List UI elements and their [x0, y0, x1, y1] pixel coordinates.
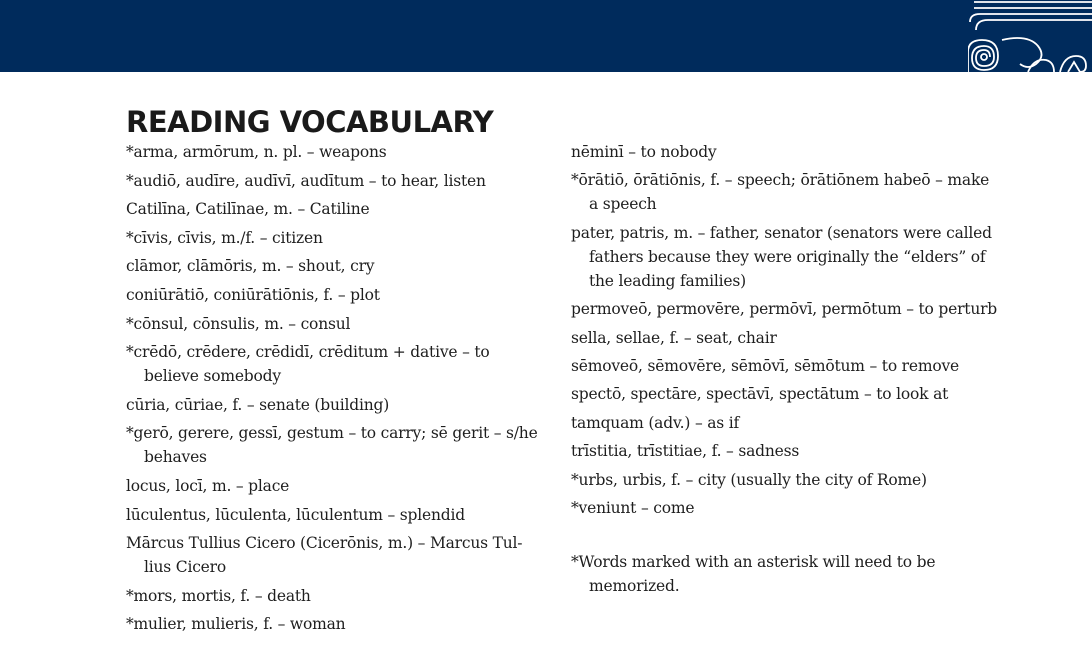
vocab-entry: sēmoveō, sēmovēre, sēmōvī, sēmōtum – to remove [571, 356, 960, 375]
vocab-entry: *cōnsul, cōnsulis, m. – consul [126, 314, 351, 333]
vocab-entry: *mulier, mulieris, f. – woman [126, 615, 346, 634]
vocab-entry: spectō, spectāre, spectāvī, spectātum – to look at [571, 385, 949, 404]
vocab-entry: clāmor, clāmōris, m. – shout, cry [126, 257, 375, 276]
vocab-entry: *crēdō, crēdere, crēdidī, crēditum + dative – to believe somebody [126, 343, 490, 386]
footnote: *Words marked with an asterisk will need to be memorized. [571, 552, 936, 595]
vocab-entry: sella, sellae, f. – seat, chair [571, 328, 777, 347]
page-title: READING VOCABULARY [126, 105, 494, 139]
vocab-entry: tamquam (adv.) – as if [571, 413, 740, 432]
vocabulary-column-right [571, 140, 1001, 602]
header-banner [0, 0, 1092, 72]
vocab-entry: pater, patris, m. – father, senator (senators were called fathers because they were originally the “elders” of the leading families) [571, 223, 992, 290]
vocab-entry: lūculentus, lūculenta, lūculentum – splendid [126, 505, 465, 524]
vocab-entry: *urbs, urbis, f. – city (usually the city of Rome) [571, 470, 927, 489]
vocab-entry: permoveō, permovēre, permōvī, permōtum – to perturb [571, 300, 998, 319]
vocab-entry: *mors, mortis, f. – death [126, 586, 311, 605]
vocab-entry: *audiō, audīre, audīvī, audītum – to hear, listen [126, 171, 486, 190]
vocab-entry: *cīvis, cīvis, m./f. – citizen [126, 228, 323, 247]
vocab-entry: *veniunt – come [571, 498, 695, 517]
vocab-entry: nēminī – to nobody [571, 143, 717, 161]
vocab-entry: locus, locī, m. – place [126, 476, 290, 495]
vocabulary-column-left [126, 140, 546, 641]
vocab-entry: cūria, cūriae, f. – senate (building) [126, 395, 390, 414]
vocab-entry: Mārcus Tullius Cicero (Cicerōnis, m.) – Marcus Tul-lius Cicero [126, 534, 523, 577]
vocab-entry: *gerō, gerere, gessī, gestum – to carry; sē gerit – s/he behaves [126, 424, 538, 467]
ionic-capital-icon [968, 0, 1092, 72]
vocab-entry: *arma, armōrum, n. pl. – weapons [126, 143, 387, 161]
vocab-entry: *ōrātiō, ōrātiōnis, f. – speech; ōrātiōnem habeō – make a speech [571, 171, 990, 214]
vocab-entry: coniūrātiō, coniūrātiōnis, f. – plot [126, 285, 380, 304]
vocab-entry: Catilīna, Catilīnae, m. – Catiline [126, 200, 370, 219]
vocab-entry: trīstitia, trīstitiae, f. – sadness [571, 442, 800, 461]
